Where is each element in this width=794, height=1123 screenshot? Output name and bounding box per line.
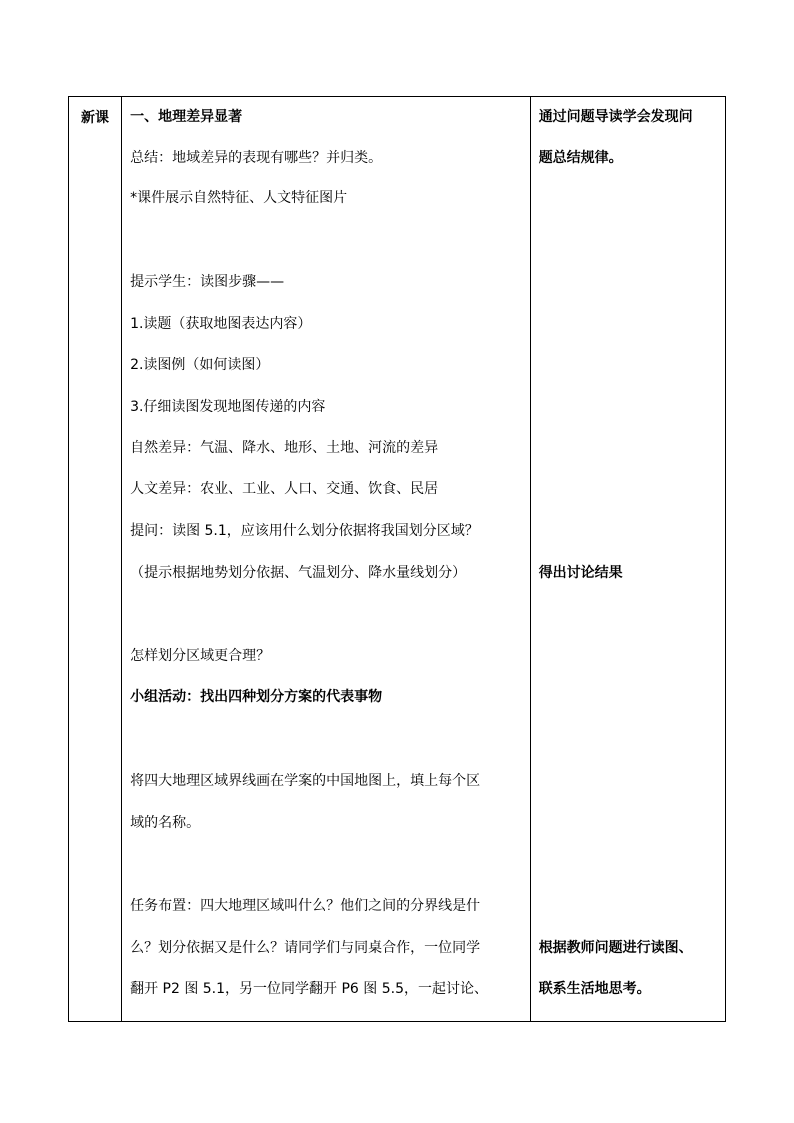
text-line: 自然差异：气温、降水、地形、土地、河流的差异 (130, 440, 439, 456)
section-heading: 一、地理差异显著 (130, 109, 243, 125)
text-line: 域的名称。 (130, 815, 201, 831)
text-line: 总结：地域差异的表现有哪些？并归类。 (130, 150, 383, 166)
text-line: 翻开 P2 图 5.1，另一位同学翻开 P6 图 5.5，一起讨论、 (130, 981, 489, 997)
row-label-cell (69, 97, 122, 1022)
student-activity-line: 通过问题导读学会发现问 (538, 109, 693, 125)
lesson-plan-table (68, 96, 726, 1022)
text-line: 将四大地理区域界线画在学案的中国地图上，填上每个区 (130, 773, 481, 789)
text-line: 1.读题（获取地图表达内容） (130, 316, 312, 332)
table-row (69, 97, 726, 1022)
student-activity-line: 题总结规律。 (538, 150, 623, 166)
student-activity-line: 联系生活地思考。 (538, 981, 651, 997)
student-activity-cell (530, 97, 725, 1022)
text-line: 人文差异：农业、工业、人口、交通、饮食、民居 (130, 481, 439, 497)
text-line: 提问：读图 5.1，应该用什么划分依据将我国划分区域？ (130, 523, 479, 539)
row-label: 新课 (81, 110, 110, 126)
text-line: 2.读图例（如何读图） (130, 357, 270, 373)
student-activity-line: 根据教师问题进行读图、 (538, 940, 693, 956)
student-activity-line: 得出讨论结果 (538, 565, 623, 581)
text-line: 任务布置：四大地理区域叫什么？他们之间的分界线是什 (130, 898, 481, 914)
text-line: 么？划分依据又是什么？请同学们与同桌合作，一位同学 (130, 940, 481, 956)
text-line: 怎样划分区域更合理？ (130, 648, 271, 664)
text-line: （提示根据地势划分依据、气温划分、降水量线划分） (130, 565, 467, 581)
content-cell (122, 97, 531, 1022)
group-activity-heading: 小组活动：找出四种划分方案的代表事物 (130, 689, 383, 705)
text-line: *课件展示自然特征、人文特征图片 (130, 190, 348, 206)
text-line: 提示学生：读图步骤—— (130, 274, 285, 290)
text-line: 3.仔细读图发现地图传递的内容 (130, 399, 326, 415)
